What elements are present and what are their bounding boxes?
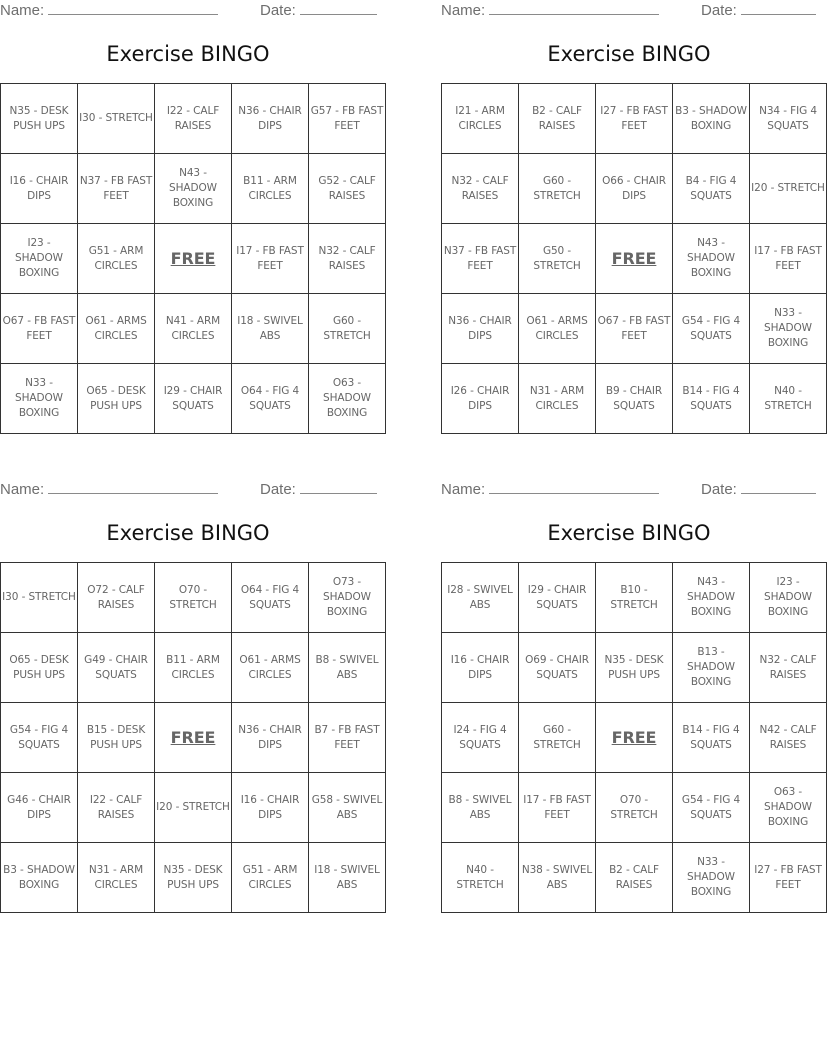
bingo-cell[interactable]: N35 - DESK PUSH UPS [596, 633, 673, 703]
bingo-cell[interactable]: B3 - SHADOW BOXING [673, 84, 750, 154]
bingo-cell[interactable]: N37 - FB FAST FEET [442, 224, 519, 294]
name-line [48, 481, 218, 494]
name-field[interactable] [441, 2, 659, 19]
name-label: Name: [441, 2, 486, 19]
bingo-cell[interactable]: I18 - SWIVEL ABS [309, 843, 386, 913]
name-line [489, 2, 659, 15]
bingo-cell[interactable]: O73 - SHADOW BOXING [309, 563, 386, 633]
bingo-cell[interactable]: I17 - FB FAST FEET [750, 224, 827, 294]
date-field[interactable] [701, 481, 816, 498]
card-title: Exercise BINGO [106, 521, 270, 545]
bingo-cell[interactable]: G58 - SWIVEL ABS [309, 773, 386, 843]
bingo-cell[interactable]: I23 - SHADOW BOXING [1, 224, 78, 294]
bingo-cell[interactable]: I16 - CHAIR DIPS [442, 633, 519, 703]
bingo-cell[interactable]: N38 - SWIVEL ABS [519, 843, 596, 913]
bingo-cell[interactable]: N41 - ARM CIRCLES [155, 294, 232, 364]
name-label: Name: [441, 481, 486, 498]
bingo-cell[interactable]: N31 - ARM CIRCLES [78, 843, 155, 913]
bingo-cell[interactable]: N33 - SHADOW BOXING [1, 364, 78, 434]
grid-row [1, 294, 386, 364]
bingo-cell[interactable]: I21 - ARM CIRCLES [442, 84, 519, 154]
name-field[interactable] [441, 481, 659, 498]
grid-row [1, 633, 386, 703]
bingo-cell[interactable]: B11 - ARM CIRCLES [232, 154, 309, 224]
bingo-cell[interactable]: G54 - FIG 4 SQUATS [1, 703, 78, 773]
free-space[interactable]: FREE [155, 703, 232, 773]
bingo-cell[interactable]: I18 - SWIVEL ABS [232, 294, 309, 364]
bingo-cell[interactable]: G54 - FIG 4 SQUATS [673, 773, 750, 843]
bingo-cell[interactable]: O69 - CHAIR SQUATS [519, 633, 596, 703]
bingo-cell[interactable]: B3 - SHADOW BOXING [1, 843, 78, 913]
bingo-cell[interactable]: G50 - STRETCH [519, 224, 596, 294]
bingo-cell[interactable]: N33 - SHADOW BOXING [673, 843, 750, 913]
bingo-cell[interactable]: I27 - FB FAST FEET [750, 843, 827, 913]
bingo-cell[interactable]: O70 - STRETCH [596, 773, 673, 843]
bingo-cell[interactable]: B15 - DESK PUSH UPS [78, 703, 155, 773]
bingo-card-2 [441, 0, 825, 412]
bingo-cell[interactable]: I24 - FIG 4 SQUATS [442, 703, 519, 773]
bingo-cell[interactable]: N32 - CALF RAISES [309, 224, 386, 294]
bingo-cell[interactable]: B9 - CHAIR SQUATS [596, 364, 673, 434]
bingo-cell[interactable]: B4 - FIG 4 SQUATS [673, 154, 750, 224]
bingo-cell[interactable]: I20 - STRETCH [750, 154, 827, 224]
grid-row [442, 773, 827, 843]
name-line [48, 2, 218, 15]
card-title: Exercise BINGO [547, 42, 711, 66]
bingo-cell[interactable]: O63 - SHADOW BOXING [750, 773, 827, 843]
card-header [0, 479, 376, 501]
bingo-cell[interactable]: N31 - ARM CIRCLES [519, 364, 596, 434]
bingo-card-3 [0, 479, 383, 891]
bingo-cell[interactable]: N36 - CHAIR DIPS [442, 294, 519, 364]
bingo-cell[interactable]: O61 - ARMS CIRCLES [232, 633, 309, 703]
bingo-cell[interactable]: B14 - FIG 4 SQUATS [673, 364, 750, 434]
bingo-cell[interactable]: O66 - CHAIR DIPS [596, 154, 673, 224]
bingo-cell[interactable]: I17 - FB FAST FEET [232, 224, 309, 294]
bingo-card-1 [0, 0, 384, 419]
bingo-cell[interactable]: O67 - FB FAST FEET [596, 294, 673, 364]
bingo-cell[interactable]: O72 - CALF RAISES [78, 563, 155, 633]
bingo-cell[interactable]: O65 - DESK PUSH UPS [78, 364, 155, 434]
date-label: Date: [260, 481, 296, 498]
bingo-cell[interactable]: N42 - CALF RAISES [750, 703, 827, 773]
grid-row [442, 224, 827, 294]
bingo-cell[interactable]: N43 - SHADOW BOXING [673, 563, 750, 633]
bingo-cell[interactable]: I22 - CALF RAISES [78, 773, 155, 843]
date-label: Date: [701, 481, 737, 498]
date-field[interactable] [260, 481, 377, 498]
grid-row [1, 843, 386, 913]
grid-row [1, 224, 386, 294]
bingo-cell[interactable]: I27 - FB FAST FEET [596, 84, 673, 154]
bingo-cell[interactable]: I16 - CHAIR DIPS [232, 773, 309, 843]
bingo-cell[interactable]: B14 - FIG 4 SQUATS [673, 703, 750, 773]
bingo-cell[interactable]: N37 - FB FAST FEET [78, 154, 155, 224]
bingo-cell[interactable]: B13 - SHADOW BOXING [673, 633, 750, 703]
grid-row [1, 563, 386, 633]
bingo-grid [0, 83, 386, 434]
bingo-cell[interactable]: I16 - CHAIR DIPS [1, 154, 78, 224]
bingo-cell[interactable]: O64 - FIG 4 SQUATS [232, 364, 309, 434]
bingo-cell[interactable]: I23 - SHADOW BOXING [750, 563, 827, 633]
grid-row [1, 84, 386, 154]
bingo-cell[interactable]: B8 - SWIVEL ABS [442, 773, 519, 843]
grid-row [1, 703, 386, 773]
grid-row [442, 703, 827, 773]
bingo-cell[interactable]: I20 - STRETCH [155, 773, 232, 843]
bingo-cell[interactable]: N32 - CALF RAISES [750, 633, 827, 703]
bingo-cell[interactable]: G49 - CHAIR SQUATS [78, 633, 155, 703]
grid-row [442, 294, 827, 364]
bingo-cell[interactable]: N34 - FIG 4 SQUATS [750, 84, 827, 154]
card-title: Exercise BINGO [106, 42, 270, 66]
free-space[interactable]: FREE [155, 224, 232, 294]
bingo-cell[interactable]: B7 - FB FAST FEET [309, 703, 386, 773]
bingo-cell[interactable]: B2 - CALF RAISES [519, 84, 596, 154]
bingo-cell[interactable]: G60 - STRETCH [309, 294, 386, 364]
grid-row [442, 563, 827, 633]
bingo-cell[interactable]: G57 - FB FAST FEET [309, 84, 386, 154]
date-line [741, 481, 816, 494]
bingo-cell[interactable]: N35 - DESK PUSH UPS [1, 84, 78, 154]
grid-row [442, 364, 827, 434]
bingo-cell[interactable]: B2 - CALF RAISES [596, 843, 673, 913]
grid-row [1, 364, 386, 434]
bingo-cell[interactable]: O64 - FIG 4 SQUATS [232, 563, 309, 633]
bingo-cell[interactable]: N43 - SHADOW BOXING [155, 154, 232, 224]
bingo-cell[interactable]: N40 - STRETCH [750, 364, 827, 434]
bingo-grid [441, 83, 827, 434]
card-title: Exercise BINGO [547, 521, 711, 545]
name-label: Name: [0, 2, 45, 19]
bingo-cell[interactable]: I30 - STRETCH [78, 84, 155, 154]
free-space[interactable]: FREE [596, 703, 673, 773]
bingo-cell[interactable]: O65 - DESK PUSH UPS [1, 633, 78, 703]
name-field[interactable] [0, 481, 218, 498]
bingo-cell[interactable]: N33 - SHADOW BOXING [750, 294, 827, 364]
bingo-cell[interactable]: I29 - CHAIR SQUATS [155, 364, 232, 434]
bingo-cell[interactable]: I30 - STRETCH [1, 563, 78, 633]
bingo-cell[interactable]: O70 - STRETCH [155, 563, 232, 633]
bingo-cell[interactable]: N36 - CHAIR DIPS [232, 703, 309, 773]
date-line [741, 2, 816, 15]
bingo-cell[interactable]: G51 - ARM CIRCLES [78, 224, 155, 294]
bingo-cell[interactable]: I22 - CALF RAISES [155, 84, 232, 154]
bingo-cell[interactable]: G46 - CHAIR DIPS [1, 773, 78, 843]
bingo-cell[interactable]: G54 - FIG 4 SQUATS [673, 294, 750, 364]
name-field[interactable] [0, 2, 218, 19]
grid-row [442, 633, 827, 703]
bingo-cell[interactable]: B11 - ARM CIRCLES [155, 633, 232, 703]
bingo-cell[interactable]: O63 - SHADOW BOXING [309, 364, 386, 434]
bingo-cell[interactable]: G60 - STRETCH [519, 154, 596, 224]
bingo-card-4 [441, 479, 822, 898]
date-field[interactable] [260, 2, 377, 19]
bingo-grid [441, 562, 827, 913]
date-line [300, 481, 377, 494]
bingo-cell[interactable]: G51 - ARM CIRCLES [232, 843, 309, 913]
grid-row [1, 154, 386, 224]
bingo-grid [0, 562, 386, 913]
card-header [0, 0, 376, 22]
grid-row [442, 843, 827, 913]
bingo-cell[interactable]: I29 - CHAIR SQUATS [519, 563, 596, 633]
date-line [300, 2, 377, 15]
card-header [441, 0, 817, 22]
bingo-cell[interactable]: B10 - STRETCH [596, 563, 673, 633]
grid-row [442, 154, 827, 224]
grid-row [442, 84, 827, 154]
bingo-cell[interactable]: N36 - CHAIR DIPS [232, 84, 309, 154]
bingo-cell[interactable]: I28 - SWIVEL ABS [442, 563, 519, 633]
card-header [441, 479, 817, 501]
bingo-cell[interactable]: G60 - STRETCH [519, 703, 596, 773]
bingo-cell[interactable]: N32 - CALF RAISES [442, 154, 519, 224]
date-label: Date: [701, 2, 737, 19]
grid-row [1, 773, 386, 843]
bingo-cell[interactable]: O61 - ARMS CIRCLES [78, 294, 155, 364]
bingo-cell[interactable]: B8 - SWIVEL ABS [309, 633, 386, 703]
date-label: Date: [260, 2, 296, 19]
bingo-cell[interactable]: I26 - CHAIR DIPS [442, 364, 519, 434]
date-field[interactable] [701, 2, 816, 19]
bingo-cell[interactable]: N43 - SHADOW BOXING [673, 224, 750, 294]
bingo-cell[interactable]: G52 - CALF RAISES [309, 154, 386, 224]
bingo-cell[interactable]: N40 - STRETCH [442, 843, 519, 913]
bingo-cell[interactable]: O61 - ARMS CIRCLES [519, 294, 596, 364]
name-line [489, 481, 659, 494]
free-space[interactable]: FREE [596, 224, 673, 294]
bingo-cell[interactable]: I17 - FB FAST FEET [519, 773, 596, 843]
name-label: Name: [0, 481, 45, 498]
bingo-cell[interactable]: N35 - DESK PUSH UPS [155, 843, 232, 913]
bingo-cell[interactable]: O67 - FB FAST FEET [1, 294, 78, 364]
